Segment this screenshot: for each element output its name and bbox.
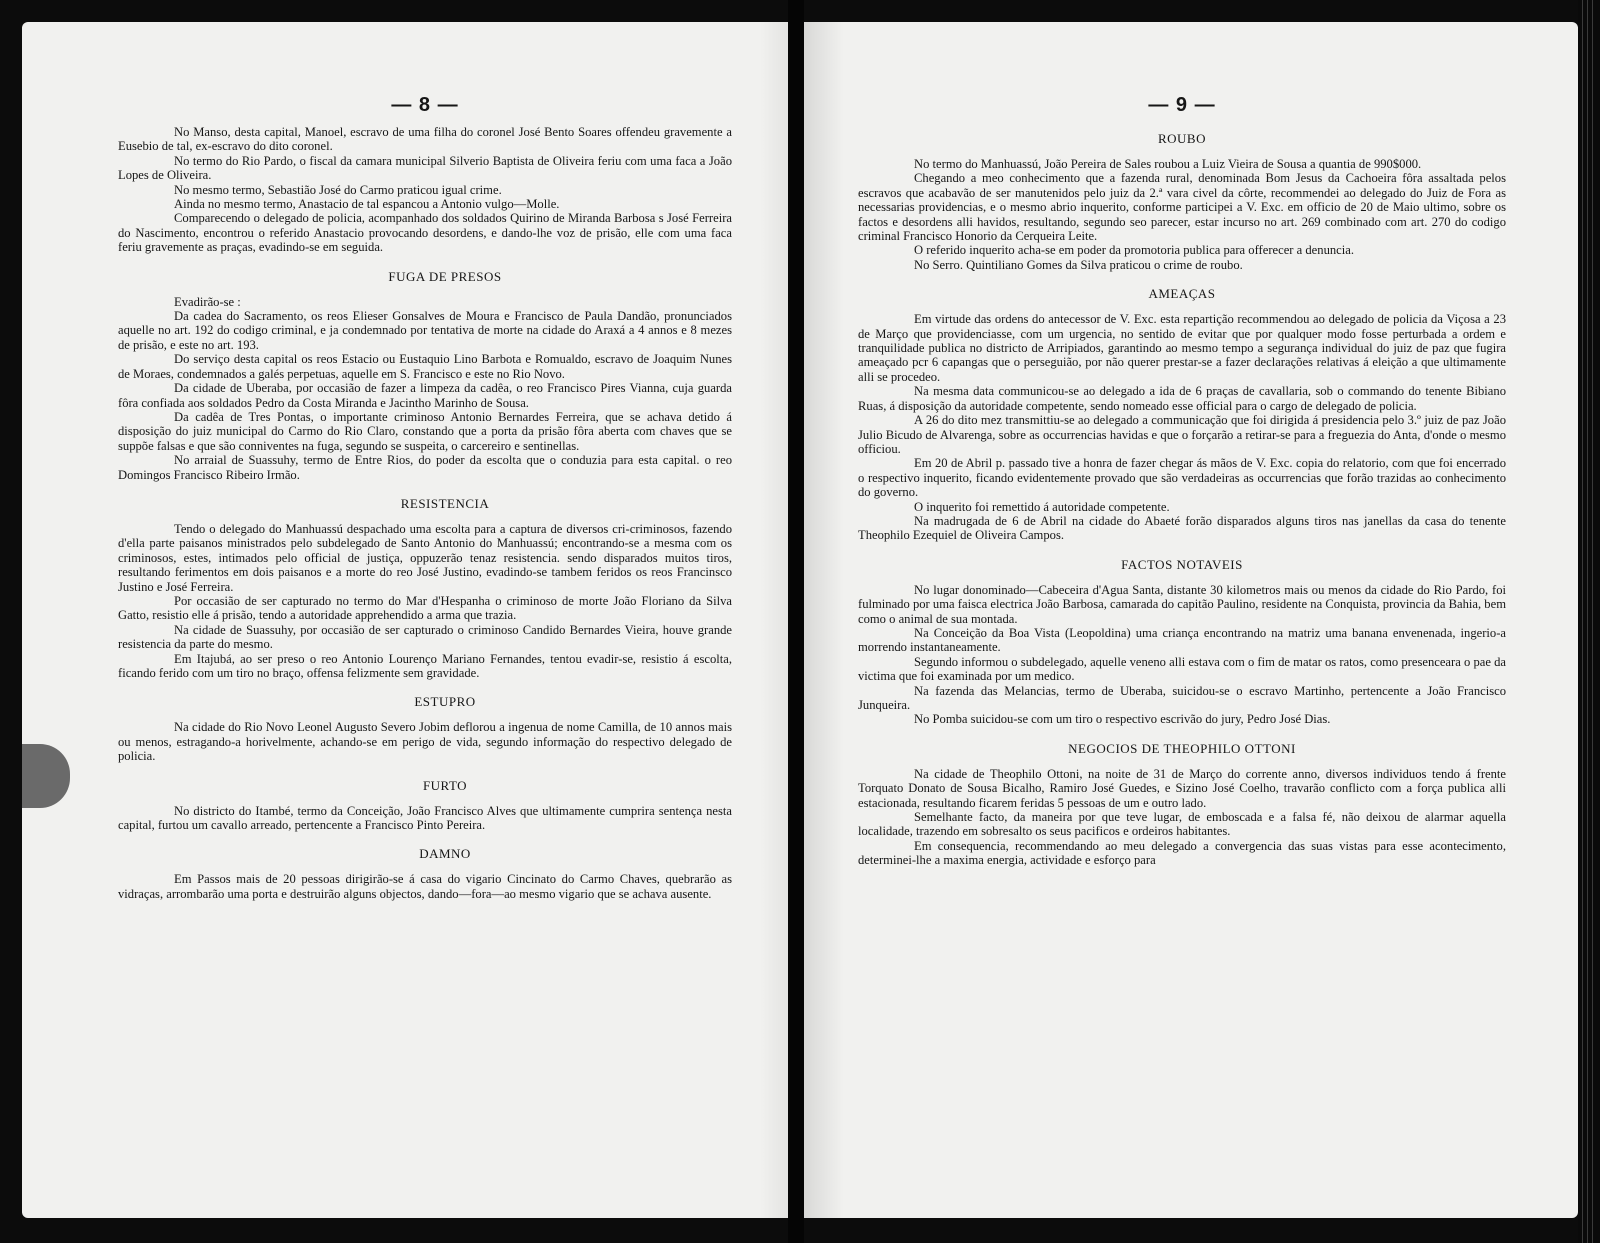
paragraph: Na madrugada de 6 de Abril na cidade do Abaeté forão disparados alguns tiros nas janellas da casa do tenente Theophilo Ezequiel de Oliveira Campos. [858,513,1506,543]
page-edges [1578,0,1600,1243]
paragraph: Da cidade de Uberaba, por occasião de fazer a limpeza da cadêa, o reo Francisco Pires Vianna, cuja guarda fôra confiada aos soldados Pedro da Costa Miranda e Jacintho Marinho de Sousa. [118,381,732,410]
paragraph: Na cidade do Rio Novo Leonel Augusto Severo Jobim deflorou a ingenua de nome Camilla, de 10 annos mais ou menos, estragando-a horivelmente, achando-se em perigo de vida, segundo informação do respectivo delegado de policia. [118,720,732,764]
paragraph: Na fazenda das Melancias, termo de Uberaba, suicidou-se o escravo Martinho, pertencente a João Francisco Junqueira. [858,683,1506,712]
paragraph: Ainda no mesmo termo, Anastacio de tal espancou a Antonio vulgo—Molle. [174,197,560,212]
paragraph: Segundo informou o subdelegado, aquelle veneno alli estava com o fim de matar os ratos, como presenceara o pae da victima que foi examinada por um medico. [858,654,1506,684]
paragraph: No Serro. Quintiliano Gomes da Silva praticou o crime de roubo. [914,257,1243,272]
paragraph: Tendo o delegado do Manhuassú despachado uma escolta para a captura de diversos cri-criminosos, fazendo d'ella parte paisanos ministrados pelo subdelegado de Santo Antonio do Manhuassú; encontrando-se a mesma com os criminosos, estes, intimados pelo official de justiça, oppuzerão tenaz resistencia. sendo disparados muitos tiros, resultando ferimentos em dois paisanos e a morte do reo José Justino, evadindo-se tambem feridos os reos Francinsco Justino e José Ferreira. [118,521,732,594]
paragraph: Em Itajubá, ao ser preso o reo Antonio Lourenço Mariano Fernandes, tentou evadir-se, resistio á escolta, ficando ferido com um tiro no braço, offensa felizmente sem gravidade. [118,651,732,680]
page-number: — 8 — [391,94,459,116]
paragraph: Comparecendo o delegado de policia, acompanhado dos soldados Quirino de Miranda Barbosa s José Ferreira do Nascimento, encontrou o referido Anastacio provocando desordens, e dando-lhe voz de prisão, elle com uma faca feriu gravemente as praças, evadindo-se em seguida. [118,211,732,255]
paragraph: Do serviço desta capital os reos Estacio ou Eustaquio Lino Barbota e Romualdo, escravo de Joaquim Nunes de Moraes, condemnados a galés perpetuas, aquelle em S. Francisco e este no Rio Novo. [118,352,732,381]
section-title: ESTUPRO [414,694,476,710]
paragraph: Semelhante facto, da maneira por que teve lugar, de emboscada e a falsa fé, não deixou de alarmar aquella localidade, trazendo em sobresalto os seus pacificos e ordeiros habitantes. [858,810,1506,839]
section-title: FUGA DE PRESOS [388,268,502,284]
paragraph: Em virtude das ordens do antecessor de V. Exc. esta repartição recommendou ao delegado de policia da Viçosa a 23 de Março que providenciasse, com um urgencia, no sentido de evitar que por qualquer modo fosse perturbada a ordem e tranquilidade publica no districto de Arripiados, garantindo ao mesmo tempo a segurança individual do juiz de paz que fugira ameaçado pcr 6 capangas que o perseguião, por não querer prestar-se a fazer declarações relativas á eleição a que ultimamente alli se procedeo. [858,312,1506,384]
left-page [22,22,788,1218]
paragraph: Na mesma data communicou-se ao delegado a ida de 6 praças de cavallaria, sob o commando do tenente Bibiano Ruas, á disposição da autoridade competente, sendo nomeado esse official para o cargo de delegado de policia. [858,384,1506,413]
paragraph: No Manso, desta capital, Manoel, escravo de uma filha do coronel José Bento Soares offendeu gravemente a Eusebio de tal, ex-escravo do dito coronel. [118,125,732,154]
paragraph: No termo do Rio Pardo, o fiscal da camara municipal Silverio Baptista de Oliveira feriu com uma faca a João Lopes de Oliveira. [118,153,732,183]
paragraph: Em consequencia, recommendando ao meu delegado a convergencia das suas vistas para esse acontecimento, determinei-lhe a maxima energia, actividade e esforço para [858,838,1506,868]
paragraph: Na cidade de Theophilo Ottoni, na noite de 31 de Março do corrente anno, diversos individuos tendo á frente Torquato Donato de Sousa Bicalho, Ramiro José Guedes, e Sizino José Coelho, travarão conflicto com a força publica alli estacionada, resultando ficarem feridas 5 pessoas de um e outro lado. [858,766,1506,810]
resistencia-section [118,522,732,680]
paragraph: No arraial de Suassuhy, termo de Entre Rios, do poder da escolta que o conduzia para esta capital. o reo Domingos Francisco Ribeiro Irmão. [118,453,732,482]
section-title: FURTO [422,777,468,793]
paragraph: No lugar donominado—Cabeceira d'Agua Santa, distante 30 kilometros mais ou menos da cidade do Rio Pardo, foi fulminado por uma faisca electrica João Barbosa, camarada do capitão Paulino, residente na Conquista, provincia da Bahia, bem como o animal de sua montada. [858,582,1506,626]
paragraph: No Pomba suicidou-se com um tiro o respectivo escrivão do jury, Pedro José Dias. [914,712,1331,727]
section-title: DAMNO [419,846,471,862]
damno-section [118,872,732,901]
paragraph: Da cadêa de Tres Pontas, o importante criminoso Antonio Bernardes Ferreira, que se achava detido á disposição do juiz municipal do Carmo do Rio Claro, constando que a porta da prisão fôra aberta com chaves que se suppõe falsas e que são conniventes na fuga, segundo se suspeita, o carcereiro e sentinellas. [118,409,732,453]
furto-section [118,804,732,833]
negocios-section [858,767,1506,868]
section-title: FACTOS NOTAVEIS [1121,556,1243,572]
paragraph: Chegando a meo conhecimento que a fazenda rural, denominada Bom Jesus da Cachoeira fôra assaltada pelos escravos que acabavão de ser manutenidos pelo juiz da 2.ª vara civel da côrte, recommendei ao delegado do Juiz de Fora as necessarias providencias, e o mesmo abrio inquerito, conforme participei a V. Exc. em officio de 20 de Maio ultimo, sobre os factos e desordens alli havidos, resultando, segundo seo parecer, estar incurso no art. 269 combinado com art. 270 do codigo criminal Francisco Honorio da Cerqueira Leite. [858,171,1506,244]
paragraph: Da cadea do Sacramento, os reos Elieser Gonsalves de Moura e Francisco de Paula Dandão, pronunciados aquelle no art. 192 do codigo criminal, e ja condemnado por tentativa de morte na cidade do Araxá a 4 annos e 8 mezes de prisão, e este no art. 193. [118,309,732,352]
estupro-section [118,720,732,763]
paragraph: Por occasião de ser capturado no termo do Mar d'Hespanha o criminoso de morte João Floriano da Silva Gatto, resistio elle á prisão, tendo a autoridade apprehendido a arma que trazia. [118,593,732,623]
paragraph: Na Conceição da Boa Vista (Leopoldina) uma criança encontrando na matriz uma banana envenenada, ingerio-a morrendo instantaneamente. [858,625,1506,655]
ameacas-section [858,312,1506,543]
section-title: ROUBO [1157,131,1206,146]
paragraph: A 26 do dito mez transmittiu-se ao delegado a communicação que foi dirigida á presidencia pelo 3.º juiz de paz João Julio Bicudo de Alvarenga, sobre as occurrencias havidas e que o forçarão a retirar-se para a freguezia do Anta, d'onde o mesmo officiou. [858,413,1506,456]
fuga-section [118,295,732,482]
intro-section [118,125,732,255]
page-number: — 9 — [1148,94,1216,116]
paragraph: Na cidade de Suassuhy, por occasião de ser capturado o criminoso Candido Bernardes Vieira, houve grande resistencia da parte do mesmo. [118,622,732,652]
paragraph: Em Passos mais de 20 pessoas dirigirão-se á casa do vigario Cincinato do Carmo Chaves, quebrarão as vidraças, arrombarão uma porta e destruirão alguns objectos, dando—fora—ao mesmo vigario que se achava ausente. [118,872,732,901]
paragraph: Evadirão-se : [174,294,241,309]
right-page [804,22,1578,1218]
book-spine [788,0,804,1243]
paragraph: No termo do Manhuassú, João Pereira de Sales roubou a Luiz Vieira de Sousa a quantia de 990$000. [914,157,1422,171]
section-title: AMEAÇAS [1148,286,1216,302]
paragraph: No mesmo termo, Sebastião José do Carmo praticou igual crime. [174,182,502,197]
section-title: NEGOCIOS DE THEOPHILO OTTONI [1068,740,1296,756]
paragraph: Em 20 de Abril p. passado tive a honra de fazer chegar ás mãos de V. Exc. copia do relatorio, com que foi encerrado o respectivo inquerito, ficando evidentemente provado que são verdadeiras as occurrencias que forão trazidas ao conhecimento do governo. [858,456,1506,500]
section-title: RESISTENCIA [400,495,490,511]
paragraph: O inquerito foi remettido á autoridade competente. [914,499,1170,514]
factos-section [858,583,1506,727]
paragraph: O referido inquerito acha-se em poder da promotoria publica para offerecer a denuncia. [914,243,1354,258]
roubo-section [858,157,1506,272]
paragraph: No districto do Itambé, termo da Conceição, João Francisco Alves que ultimamente cumprira sentença nesta capital, furtou um cavallo arreado, pertencente a Francisco Pinto Pereira. [118,803,732,833]
